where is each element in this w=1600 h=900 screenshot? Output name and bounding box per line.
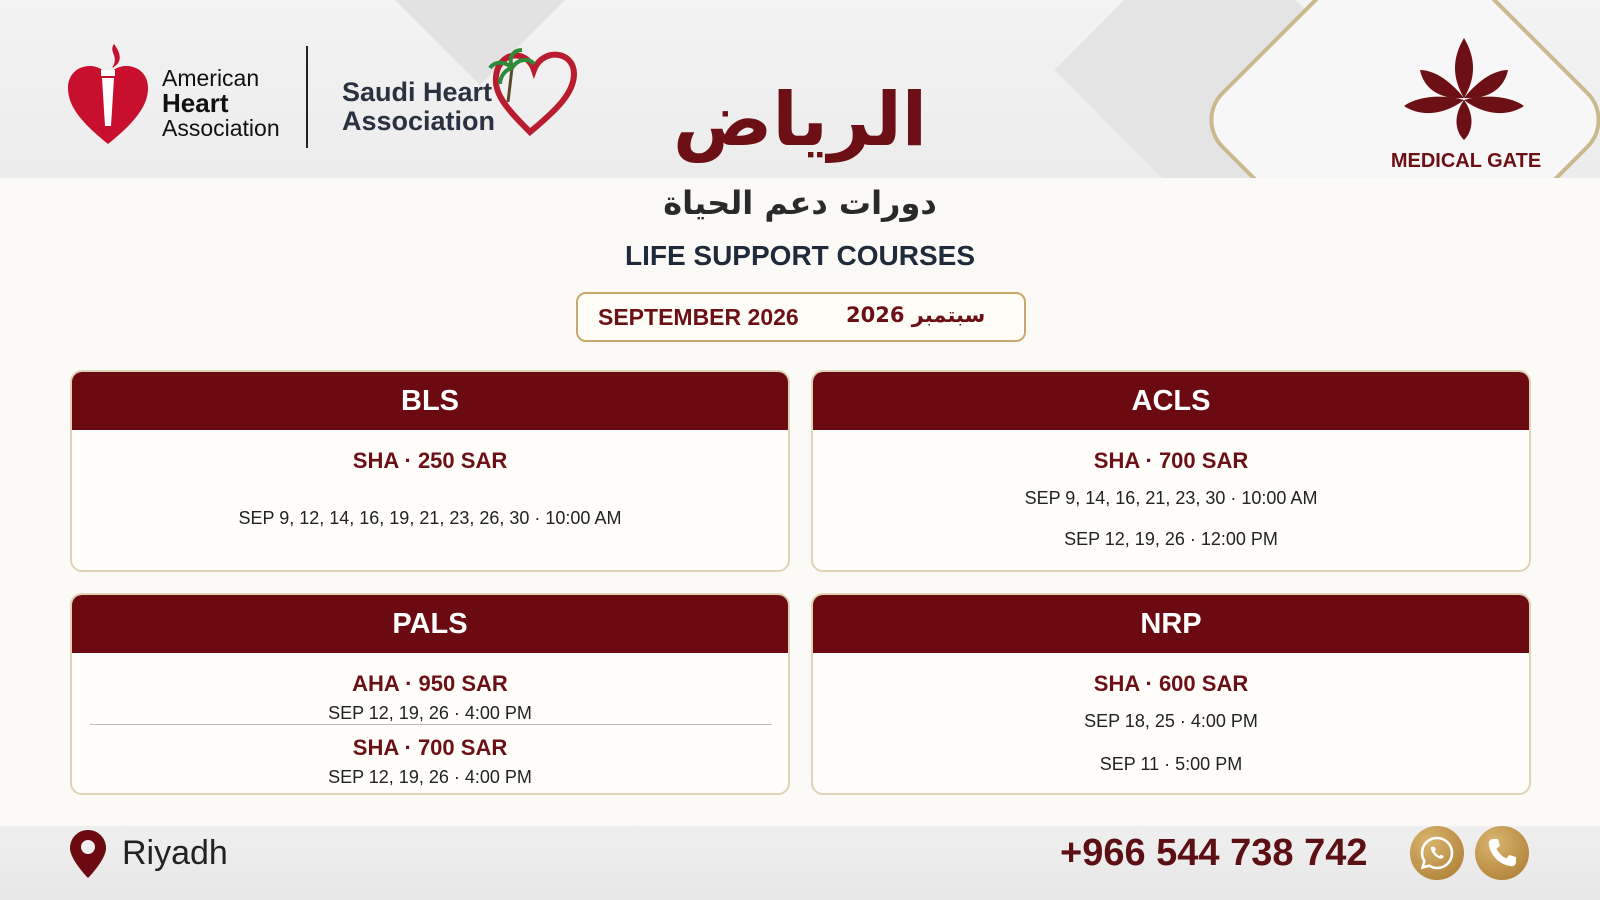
sha-logo-text bbox=[342, 78, 495, 136]
footer-bar bbox=[0, 826, 1600, 900]
provider-name: MEDICAL GATE bbox=[1390, 150, 1542, 172]
course-schedule: SEP 9, 14, 16, 21, 23, 30 · 10:00 AM bbox=[1024, 488, 1318, 508]
city-title-arabic: الرياض bbox=[672, 77, 928, 163]
course-card-bls bbox=[70, 370, 790, 572]
course-price: SHA · 250 SAR bbox=[352, 448, 508, 473]
month-badge bbox=[576, 292, 1026, 342]
course-price: AHA · 950 SAR bbox=[352, 671, 508, 696]
course-schedule: SEP 12, 19, 26 · 4:00 PM bbox=[328, 703, 532, 723]
course-card-nrp bbox=[811, 593, 1531, 795]
course-schedule: SEP 12, 19, 26 · 4:00 PM bbox=[328, 767, 532, 787]
course-price: SHA · 700 SAR bbox=[1093, 448, 1249, 473]
aha-logo-line: Association bbox=[162, 115, 280, 141]
month-arabic: سبتمبر 2026 bbox=[846, 303, 986, 327]
aha-logo-line: Heart bbox=[162, 88, 229, 118]
course-title: PALS bbox=[72, 595, 788, 653]
header-banner bbox=[0, 0, 1600, 178]
whatsapp-button[interactable] bbox=[1410, 826, 1464, 880]
sha-logo-line: Association bbox=[342, 106, 496, 136]
title-arabic: دورات دعم الحياة bbox=[663, 184, 937, 222]
course-schedule: SEP 11 · 5:00 PM bbox=[1099, 754, 1243, 774]
aha-logo-line: American bbox=[162, 65, 260, 91]
month-english: SEPTEMBER 2026 bbox=[598, 304, 799, 330]
course-schedule: SEP 9, 12, 14, 16, 19, 21, 23, 26, 30 · 10:00 AM bbox=[238, 508, 622, 528]
course-title: ACLS bbox=[813, 372, 1529, 430]
logo-divider bbox=[306, 46, 308, 148]
course-card-acls bbox=[811, 370, 1531, 572]
course-card-pals bbox=[70, 593, 790, 795]
sha-heart-palm-icon bbox=[484, 46, 580, 138]
course-title: BLS bbox=[72, 372, 788, 430]
sha-logo-line: Saudi Heart bbox=[342, 77, 493, 107]
offering-divider bbox=[90, 724, 772, 725]
lotus-logo-icon bbox=[1402, 34, 1526, 144]
location-pin-icon bbox=[70, 830, 106, 878]
course-schedule: SEP 18, 25 · 4:00 PM bbox=[1084, 711, 1258, 731]
phone-number[interactable]: +966 544 738 742 bbox=[1060, 832, 1368, 874]
title-english: LIFE SUPPORT COURSES bbox=[624, 240, 976, 271]
course-schedule: SEP 12, 19, 26 · 12:00 PM bbox=[1064, 529, 1278, 549]
course-price: SHA · 600 SAR bbox=[1093, 671, 1249, 696]
location-label: Riyadh bbox=[122, 834, 228, 872]
phone-button[interactable] bbox=[1475, 826, 1529, 880]
whatsapp-icon bbox=[1419, 835, 1455, 871]
aha-heart-torch-icon bbox=[68, 40, 148, 146]
course-price: SHA · 700 SAR bbox=[352, 735, 508, 760]
course-title: NRP bbox=[813, 595, 1529, 653]
phone-icon bbox=[1484, 835, 1520, 871]
aha-logo-text bbox=[162, 66, 280, 141]
